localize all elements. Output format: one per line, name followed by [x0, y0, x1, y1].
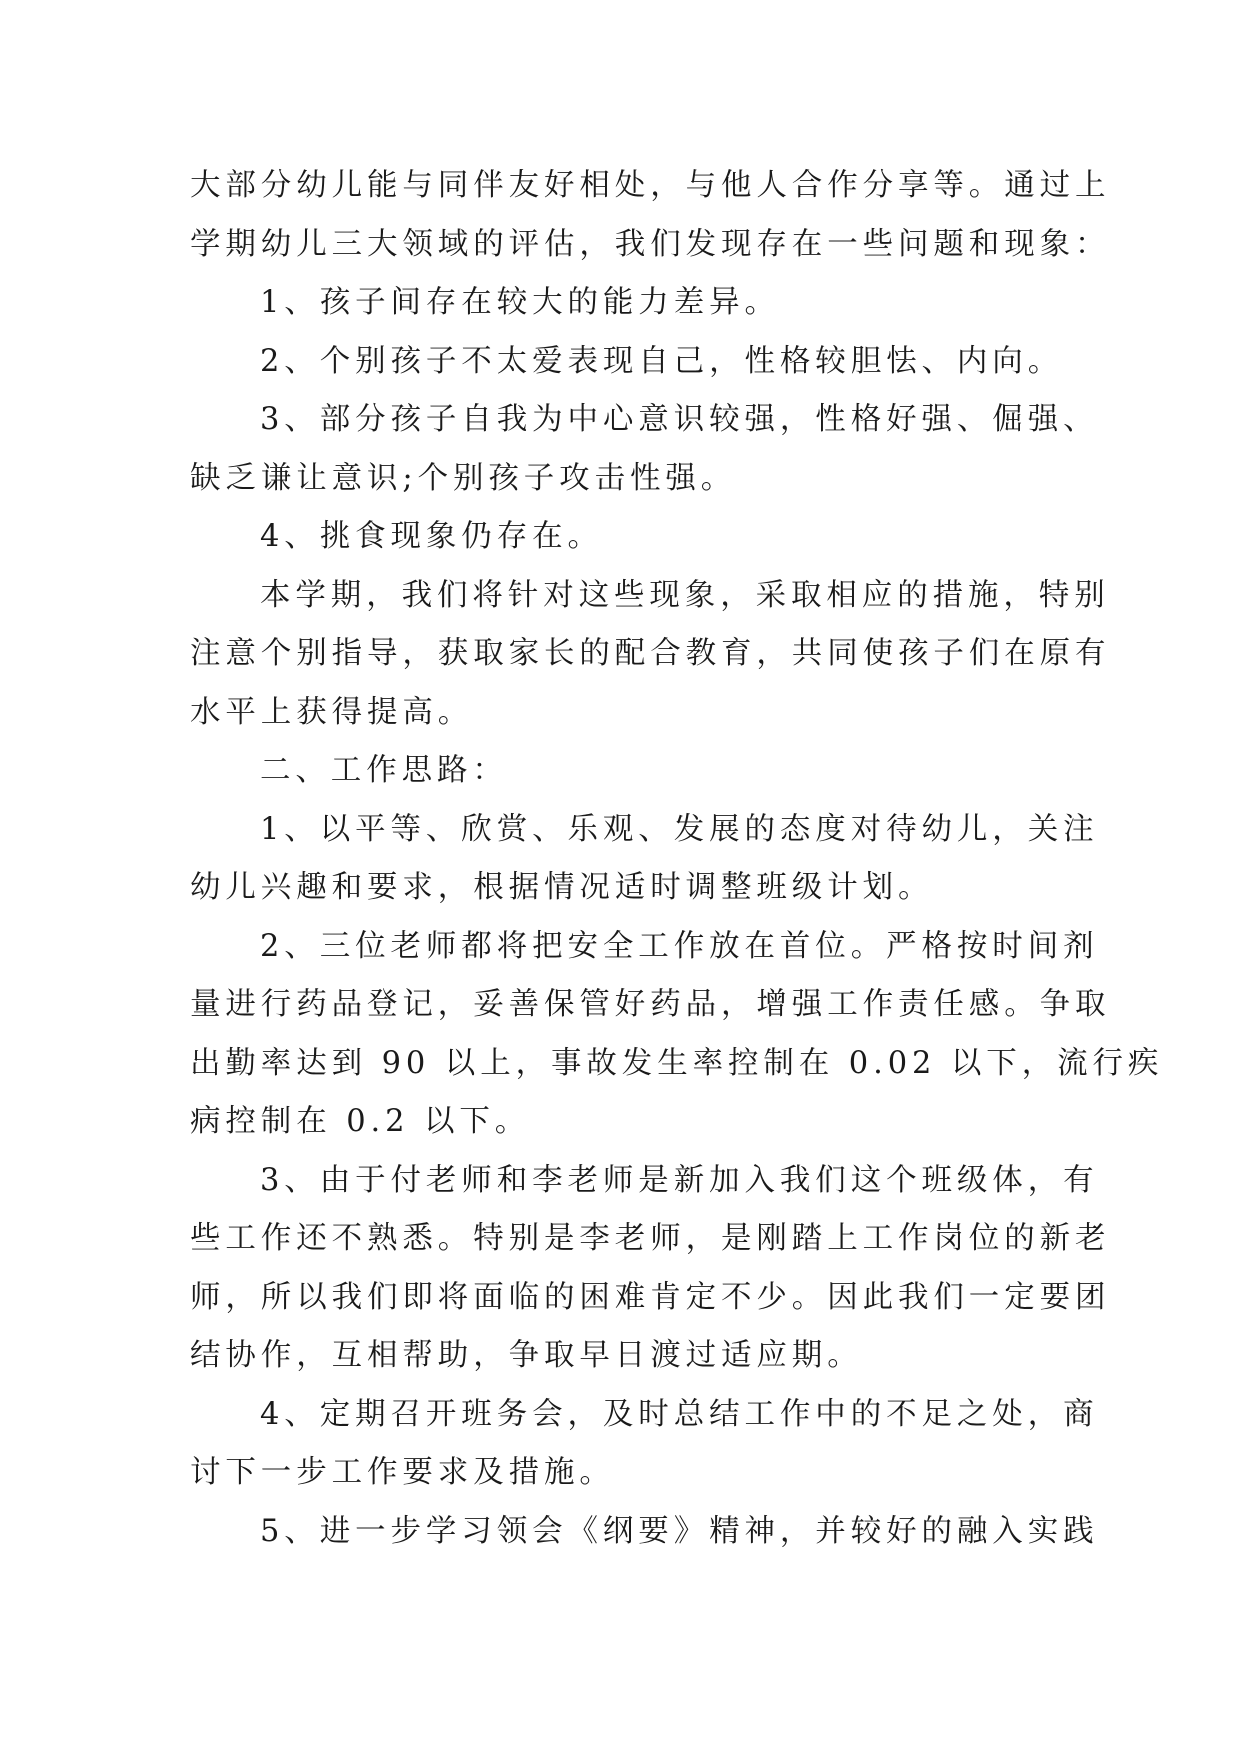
text-line: 注意个别指导，获取家长的配合教育，共同使孩子们在原有	[190, 636, 1111, 671]
text-line: 师，所以我们即将面临的困难肯定不少。因此我们一定要团	[190, 1279, 1111, 1315]
paragraph	[190, 567, 1111, 743]
text-line: 1、以平等、欣赏、乐观、发展的态度对待幼儿，关注	[260, 811, 1099, 847]
section-heading	[190, 742, 1052, 801]
text-line: 2、三位老师都将把安全工作放在首位。严格按时间剂	[260, 928, 1099, 964]
paragraph	[190, 801, 1099, 918]
text-line: 3、由于付老师和李老师是新加入我们这个班级体，有	[260, 1162, 1099, 1198]
text-line: 出勤率达到 90 以上，事故发生率控制在 0.02 以下，流行疾	[190, 1045, 1164, 1081]
text-line: 水平上获得提高。	[190, 694, 474, 730]
text-line: 4、挑食现象仍存在。	[260, 519, 603, 554]
paragraph	[190, 1152, 1111, 1386]
paragraph	[190, 157, 1111, 274]
text-line: 4、定期召开班务会，及时总结工作中的不足之处，商	[260, 1396, 1099, 1432]
paragraph	[190, 508, 1052, 567]
paragraph	[190, 333, 1064, 392]
text-line: 幼儿兴趣和要求，根据情况适时调整班级计划。	[190, 870, 934, 905]
text-line: 缺乏谦让意识;个别孩子攻击性强。	[190, 460, 737, 496]
paragraph	[190, 918, 1164, 1152]
text-line: 本学期，我们将针对这些现象，采取相应的措施，特别	[260, 577, 1110, 613]
text-line: 讨下一步工作要求及措施。	[190, 1455, 615, 1490]
paragraph	[190, 274, 1052, 333]
text-line: 5、进一步学习领会《纲要》精神，并较好的融入实践	[260, 1513, 1099, 1549]
text-line: 2、个别孩子不太爱表现自己，性格较胆怯、内向。	[260, 343, 1064, 379]
text-line: 病控制在 0.2 以下。	[190, 1104, 531, 1139]
text-line: 二、工作思路：	[260, 753, 508, 788]
text-line: 学期幼儿三大领域的评估，我们发现存在一些问题和现象：	[190, 226, 1111, 262]
text-line: 1、孩子间存在较大的能力差异。	[260, 285, 780, 320]
text-line: 量进行药品登记，妥善保管好药品，增强工作责任感。争取	[190, 987, 1111, 1022]
text-line: 些工作还不熟悉。特别是李老师，是刚踏上工作岗位的新老	[190, 1221, 1111, 1256]
paragraph	[190, 1503, 1099, 1562]
text-line: 3、部分孩子自我为中心意识较强，性格好强、倔强、	[260, 402, 1099, 437]
text-line: 大部分幼儿能与同伴友好相处，与他人合作分享等。通过上	[190, 168, 1111, 203]
paragraph	[190, 391, 1099, 508]
document-page	[190, 157, 1164, 1561]
paragraph	[190, 1386, 1099, 1503]
text-line: 结协作，互相帮助，争取早日渡过适应期。	[190, 1338, 863, 1373]
